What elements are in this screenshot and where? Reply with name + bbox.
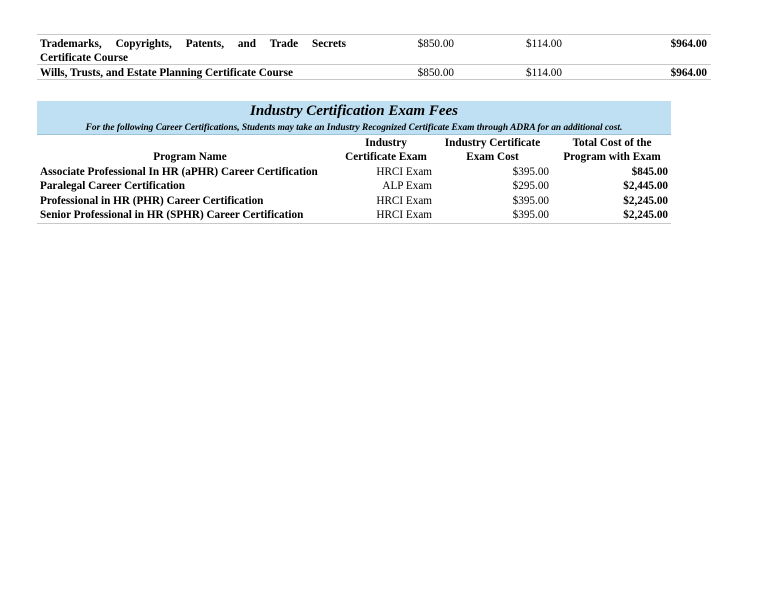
column-header-cost-line1: Industry Certificate [444, 137, 541, 149]
course-tuition: $850.00 [417, 38, 454, 50]
course-row-divider [37, 64, 711, 65]
course-total: $964.00 [670, 38, 707, 50]
exam-row-program: Professional in HR (PHR) Career Certification [40, 195, 264, 207]
exam-table-bottom-rule [37, 223, 671, 224]
course-tuition: $850.00 [417, 67, 454, 79]
exam-row-exam: ALP Exam [382, 180, 432, 192]
exam-row-program: Associate Professional In HR (aPHR) Career Certification [40, 166, 318, 178]
course-books-fee: $114.00 [526, 67, 562, 79]
column-header-exam-line2: Certificate Exam [345, 151, 427, 163]
exam-row-cost: $395.00 [512, 209, 549, 221]
exam-row-cost: $295.00 [512, 180, 549, 192]
exam-row-cost: $395.00 [512, 166, 549, 178]
exam-row-total: $845.00 [631, 166, 668, 178]
exam-fees-subtitle: For the following Career Certifications, Students may take an Industry Recognized Certificate Exam through ADRA for an additional cost. [85, 123, 623, 133]
column-header-exam-line1: Industry [365, 137, 407, 149]
course-books-fee: $114.00 [526, 38, 562, 50]
exam-row-cost: $395.00 [512, 195, 549, 207]
exam-row-exam: HRCI Exam [376, 209, 432, 221]
exam-row-total: $2,245.00 [623, 209, 668, 221]
course-name-continued: Certificate Course [40, 52, 128, 64]
course-name: Wills, Trusts, and Estate Planning Certificate Course [40, 67, 293, 79]
exam-row-program: Paralegal Career Certification [40, 180, 185, 192]
course-table-bottom-rule [37, 79, 711, 80]
exam-row-total: $2,445.00 [623, 180, 668, 192]
column-header-total-line1: Total Cost of the [572, 137, 652, 149]
exam-row-exam: HRCI Exam [376, 166, 432, 178]
exam-fees-title: Industry Certification Exam Fees [250, 103, 458, 119]
column-header-total-line2: Program with Exam [563, 151, 661, 163]
exam-row-program: Senior Professional in HR (SPHR) Career Certification [40, 209, 304, 221]
column-header-cost-line2: Exam Cost [466, 151, 519, 163]
course-total: $964.00 [670, 67, 707, 79]
course-name: Trademarks, Copyrights, Patents, and Trade Secrets [40, 38, 346, 50]
column-header-program-name: Program Name [153, 151, 227, 163]
course-table-top-rule [37, 34, 711, 35]
exam-row-total: $2,245.00 [623, 195, 668, 207]
exam-row-exam: HRCI Exam [376, 195, 432, 207]
